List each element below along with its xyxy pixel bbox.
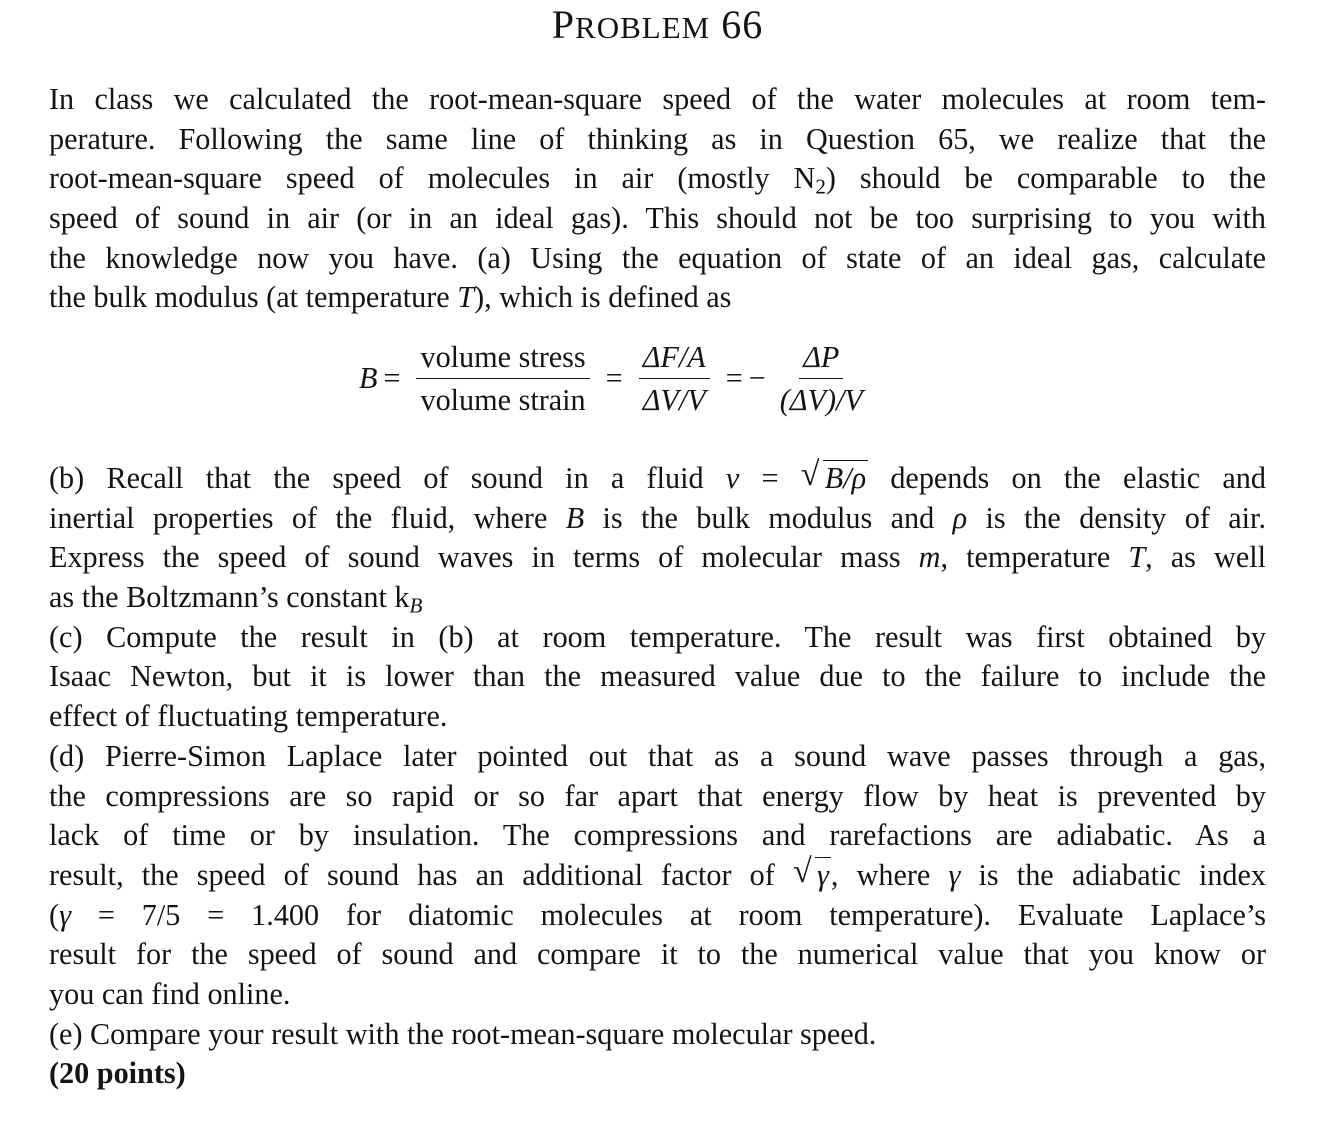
text: is the density of air. (967, 500, 1266, 535)
eq-lhs: B (359, 361, 378, 395)
part-a-line: speed of sound in air (or in an ideal gas). This should not be too surprising to you with (49, 201, 1266, 236)
frac2-den-text: ΔV/V (642, 383, 706, 417)
frac2-denominator (639, 379, 710, 419)
radicand: γ (816, 857, 829, 892)
speed-var: v (725, 461, 740, 495)
var: T (1128, 540, 1146, 575)
frac-force-area (639, 338, 710, 419)
text: , temperature (940, 540, 1129, 575)
eq-minus: − (748, 361, 766, 395)
var: B (409, 593, 423, 618)
radicand: B/ρ (824, 461, 867, 495)
part-d-line: result for the speed of sound and compare it to the numerical value that you know or (49, 937, 1266, 972)
points-label: (20 points) (49, 1056, 186, 1091)
text: ( (49, 897, 60, 932)
part-b-line (49, 499, 1266, 539)
part-d-line: the compressions are so rapid or so far apart that energy flow by heat is prevented by (49, 778, 1266, 813)
frac1-numerator: volume stress (416, 338, 589, 379)
eq-equals: = (725, 361, 743, 395)
title-rest: ROBLEM (575, 10, 711, 45)
frac3-num-text: ΔP (803, 340, 840, 374)
part-d-line (49, 852, 1266, 896)
part-a-line-tail: ) should be comparable to the (825, 161, 1266, 196)
text: = 7/5 = 1.400 for diatomic molecules at room temperature). Evaluate Laplace’s (70, 897, 1266, 932)
part-a-line: In class we calculated the root-mean-square speed of the water molecules at room tem- (49, 82, 1266, 116)
problem-title (49, 2, 1266, 51)
text: = (739, 461, 801, 495)
frac2-num-text: ΔF/A (642, 340, 706, 374)
part-c-line: (c) Compute the result in (b) at room temperature. The result was first obtained by (49, 619, 1266, 654)
text: (b) Recall that the speed of sound in a fluid (49, 461, 726, 495)
sqrt-b-over-rho: √ B/ρ (800, 456, 867, 495)
title-number: 66 (721, 2, 764, 47)
frac1-denominator: volume strain (420, 383, 586, 417)
text: depends on the elastic and (868, 461, 1266, 495)
text: , where (830, 857, 949, 892)
frac2-numerator (639, 338, 710, 379)
text: is the bulk modulus and (584, 500, 953, 535)
part-a-line: the knowledge now you have. (a) Using the equation of state of an ideal gas, calculate (49, 240, 1266, 275)
title-first-letter: P (551, 2, 576, 47)
text: , as well (1145, 540, 1266, 575)
part-d-line (49, 896, 1266, 936)
frac3-numerator (799, 338, 843, 379)
var: m (918, 540, 941, 575)
text: as the Boltzmann’s constant k (49, 580, 410, 615)
frac3-den-text: (ΔV)/V (779, 383, 863, 417)
frac-pressure-volume (776, 338, 867, 419)
part-b-line (49, 538, 1266, 578)
frac3-denominator (776, 379, 867, 419)
var: B (565, 500, 585, 535)
n2-subscript: 2 (815, 174, 826, 199)
var: ρ (952, 500, 968, 535)
text: Express the speed of sound waves in terms of molecular mass (49, 540, 919, 575)
eq-equals: = (605, 361, 623, 395)
part-a-line: perature. Following the same line of thinking as in Question 65, we realize that the (49, 121, 1266, 156)
part-e-line: (e) Compare your result with the root-mean-square molecular speed. (49, 1016, 877, 1051)
temperature-var: T (457, 280, 475, 315)
part-a-line (49, 278, 1266, 318)
bulk-modulus-equation (359, 338, 877, 419)
part-d-line: (d) Pierre-Simon Laplace later pointed out that as a sound wave passes through a gas, (49, 738, 1266, 773)
part-b-line (49, 456, 1266, 499)
sqrt-gamma: √ γ (792, 852, 829, 892)
part-a-line-text: the bulk modulus (at temperature (49, 280, 458, 315)
text: is the adiabatic index (960, 857, 1266, 892)
part-b-line (49, 578, 1266, 618)
part-a-line (49, 159, 1266, 199)
frac-stress-strain (416, 338, 589, 419)
var: γ (59, 897, 71, 932)
part-a-line-text: root-mean-square speed of molecules in air (mostly N (49, 161, 816, 196)
part-a-line-tail: ), which is defined as (474, 280, 732, 315)
parts-b-to-e (49, 456, 1266, 1094)
part-d-line: lack of time or by insulation. The compressions and rarefactions are adiabatic. As a (49, 818, 1266, 853)
eq-equals: = (383, 361, 401, 395)
text: inertial properties of the fluid, where (49, 500, 566, 535)
part-d-line: you can find online. (49, 976, 291, 1011)
part-c-line: effect of fluctuating temperature. (49, 699, 448, 734)
part-a-paragraph (49, 80, 1266, 318)
var: γ (948, 857, 961, 892)
text: result, the speed of sound has an additional factor of (49, 857, 793, 892)
part-c-line: Isaac Newton, but it is lower than the measured value due to the failure to include the (49, 659, 1266, 694)
